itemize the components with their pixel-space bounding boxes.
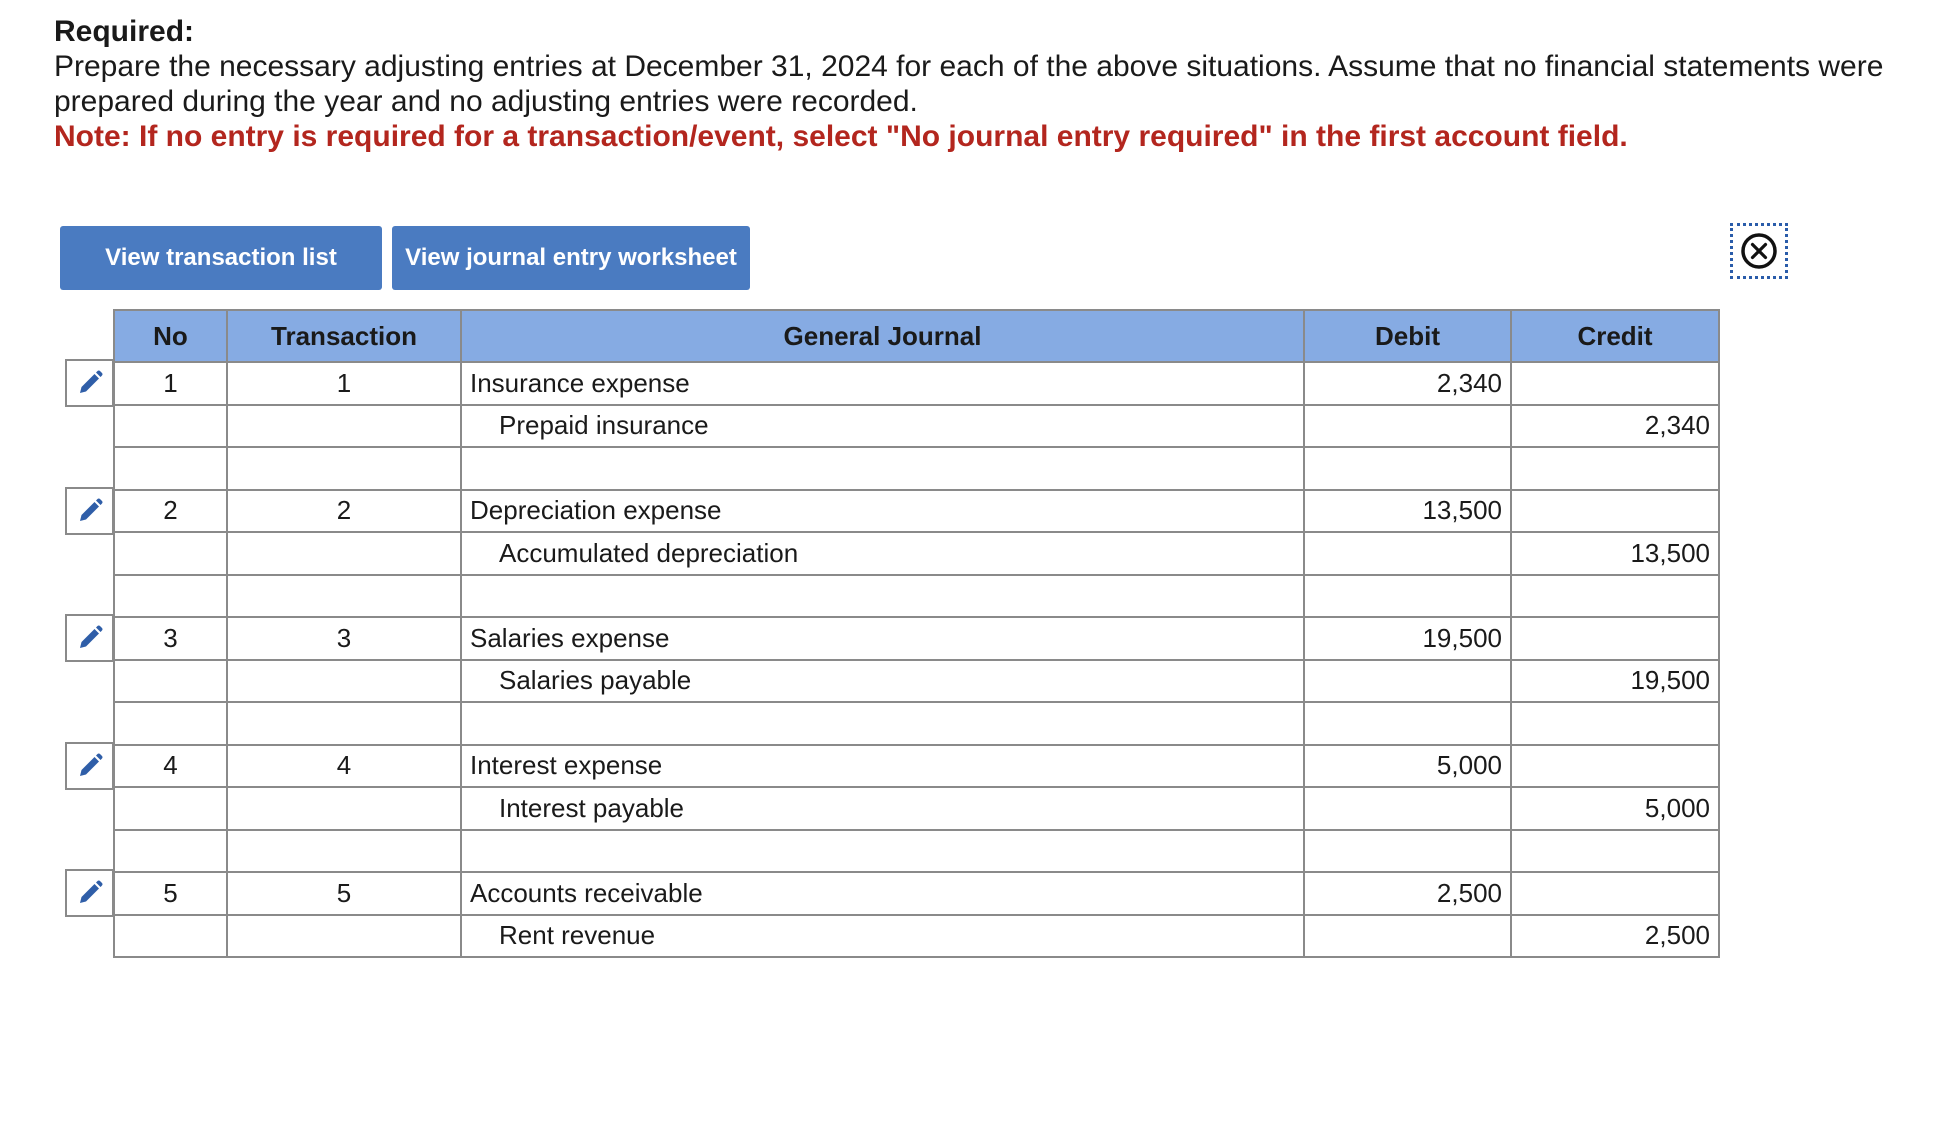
cell-debit: 19,500 (1304, 617, 1511, 660)
cell-transaction: 3 (227, 617, 461, 660)
cell-debit (1304, 532, 1511, 575)
cell-transaction (227, 660, 461, 703)
cell-debit: 13,500 (1304, 490, 1511, 533)
table-row (114, 532, 1719, 575)
cell-credit (1511, 872, 1719, 915)
table-row (114, 702, 1719, 745)
required-note: Note: If no entry is required for a transaction/event, select "No journal entry required" in the first account field. (54, 120, 1628, 153)
table-row (114, 830, 1719, 873)
table-row (114, 915, 1719, 958)
cell-transaction (227, 447, 461, 490)
cell-account: Insurance expense (461, 362, 1304, 405)
general-journal-table (113, 309, 1720, 958)
cell-transaction: 2 (227, 490, 461, 533)
cell-debit (1304, 575, 1511, 618)
cell-no: 2 (114, 490, 227, 533)
cell-transaction: 4 (227, 745, 461, 788)
cell-transaction (227, 405, 461, 448)
edit-entry-button[interactable] (65, 869, 114, 917)
cell-credit (1511, 745, 1719, 788)
cell-account: Salaries payable (461, 660, 1304, 703)
cell-credit (1511, 362, 1719, 405)
cell-no: 1 (114, 362, 227, 405)
table-row (114, 490, 1719, 533)
table-row (114, 660, 1719, 703)
cell-account: Salaries expense (461, 617, 1304, 660)
table-row (114, 617, 1719, 660)
cell-transaction: 1 (227, 362, 461, 405)
cell-transaction (227, 787, 461, 830)
cell-no (114, 405, 227, 448)
edit-entry-button[interactable] (65, 742, 114, 790)
cell-debit (1304, 915, 1511, 958)
cell-transaction (227, 532, 461, 575)
table-row (114, 575, 1719, 618)
table-row (114, 405, 1719, 448)
cell-account: Interest payable (461, 787, 1304, 830)
header-transaction: Transaction (227, 310, 461, 362)
cell-credit: 5,000 (1511, 787, 1719, 830)
close-circle-icon (1739, 231, 1779, 271)
pencil-icon (75, 368, 105, 398)
header-no: No (114, 310, 227, 362)
cell-debit (1304, 702, 1511, 745)
cell-transaction (227, 702, 461, 745)
close-button[interactable] (1730, 223, 1788, 279)
cell-debit (1304, 787, 1511, 830)
required-heading: Required: (54, 15, 195, 48)
pencil-icon (75, 496, 105, 526)
table-row (114, 872, 1719, 915)
cell-no: 3 (114, 617, 227, 660)
cell-no: 5 (114, 872, 227, 915)
cell-credit (1511, 830, 1719, 873)
cell-transaction (227, 915, 461, 958)
cell-account: Accumulated depreciation (461, 532, 1304, 575)
table-row (114, 745, 1719, 788)
edit-entry-button[interactable] (65, 359, 114, 407)
cell-credit: 19,500 (1511, 660, 1719, 703)
cell-credit (1511, 575, 1719, 618)
cell-no (114, 702, 227, 745)
cell-credit (1511, 447, 1719, 490)
cell-debit (1304, 447, 1511, 490)
table-header-row (114, 310, 1719, 362)
cell-no: 4 (114, 745, 227, 788)
cell-debit (1304, 830, 1511, 873)
header-general-journal: General Journal (461, 310, 1304, 362)
header-debit: Debit (1304, 310, 1511, 362)
cell-no (114, 830, 227, 873)
cell-debit: 2,500 (1304, 872, 1511, 915)
edit-entry-button[interactable] (65, 487, 114, 535)
required-body: Prepare the necessary adjusting entries at December 31, 2024 for each of the above situations. Assume that no financial statements were prepared during the year and no adjusting entries were recorded. (54, 50, 1884, 118)
table-row (114, 787, 1719, 830)
cell-debit: 2,340 (1304, 362, 1511, 405)
cell-credit (1511, 702, 1719, 745)
header-credit: Credit (1511, 310, 1719, 362)
cell-account: Interest expense (461, 745, 1304, 788)
cell-account (461, 447, 1304, 490)
cell-credit (1511, 617, 1719, 660)
view-journal-entry-worksheet-button[interactable]: View journal entry worksheet (392, 226, 750, 290)
cell-transaction: 5 (227, 872, 461, 915)
pencil-icon (75, 878, 105, 908)
cell-credit (1511, 490, 1719, 533)
pencil-icon (75, 623, 105, 653)
cell-transaction (227, 575, 461, 618)
cell-transaction (227, 830, 461, 873)
cell-debit (1304, 660, 1511, 703)
cell-account: Depreciation expense (461, 490, 1304, 533)
pencil-icon (75, 751, 105, 781)
cell-account (461, 575, 1304, 618)
cell-no (114, 447, 227, 490)
table-row (114, 362, 1719, 405)
cell-debit (1304, 405, 1511, 448)
instructions (54, 14, 1914, 154)
cell-account (461, 702, 1304, 745)
cell-account: Rent revenue (461, 915, 1304, 958)
cell-credit: 2,500 (1511, 915, 1719, 958)
cell-credit: 2,340 (1511, 405, 1719, 448)
cell-account: Accounts receivable (461, 872, 1304, 915)
cell-no (114, 787, 227, 830)
cell-account (461, 830, 1304, 873)
cell-no (114, 575, 227, 618)
cell-debit: 5,000 (1304, 745, 1511, 788)
cell-account: Prepaid insurance (461, 405, 1304, 448)
cell-no (114, 915, 227, 958)
cell-credit: 13,500 (1511, 532, 1719, 575)
cell-no (114, 532, 227, 575)
edit-entry-button[interactable] (65, 614, 114, 662)
view-transaction-list-button[interactable]: View transaction list (60, 226, 382, 290)
table-row (114, 447, 1719, 490)
cell-no (114, 660, 227, 703)
